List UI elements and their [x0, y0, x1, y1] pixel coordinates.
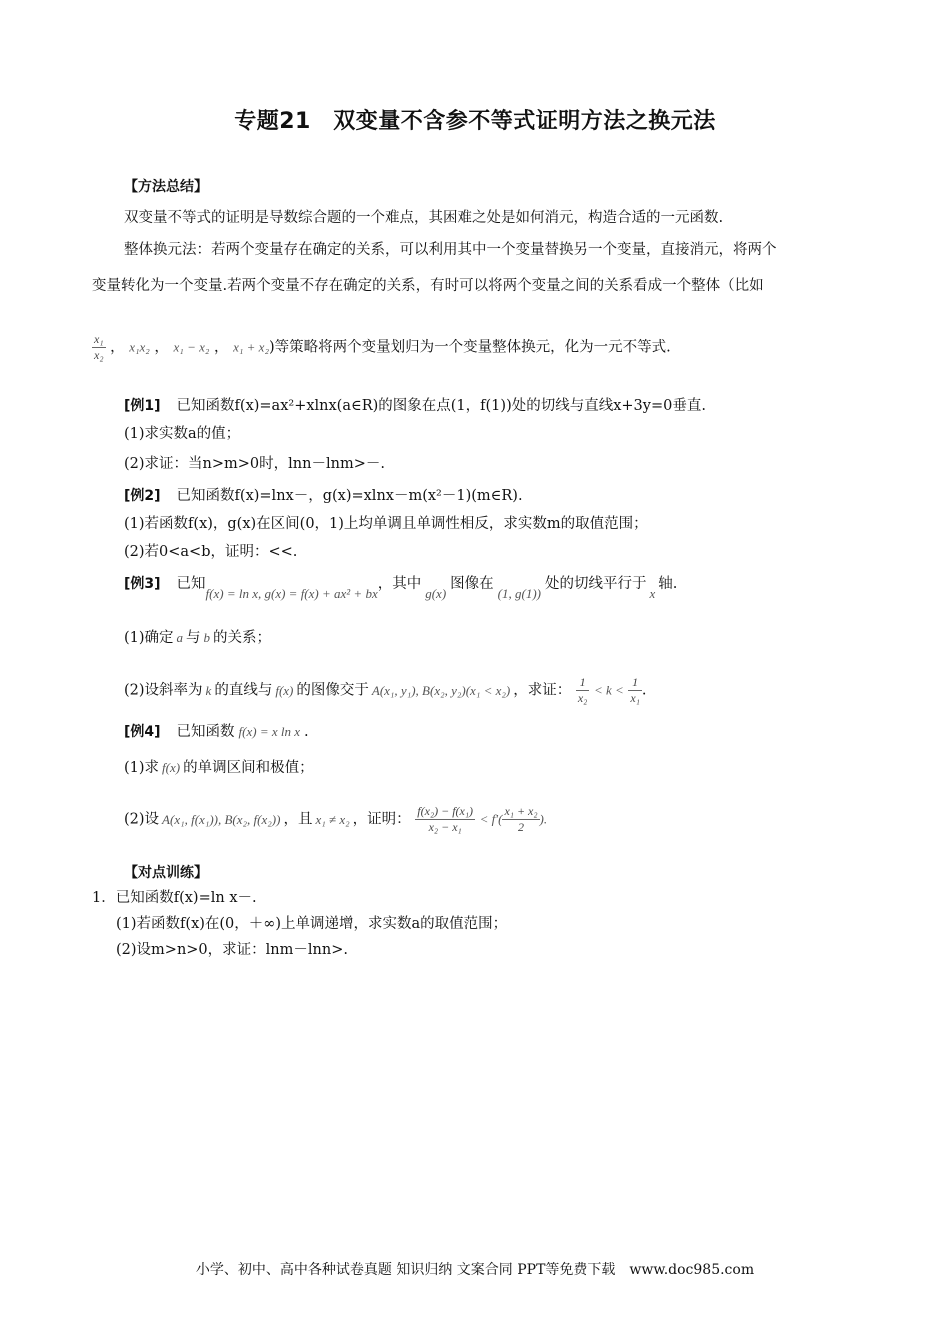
- example-3-question-1: [124, 628, 271, 648]
- fraction-1-over-x1: [628, 675, 642, 706]
- method-paragraph-2b: 变量转化为一个变量.若两个变量不存在确定的关系，有时可以将两个变量之间的关系看成一个整体（比如: [92, 278, 764, 294]
- example-4-q2-text-c: ，证明：: [352, 811, 411, 828]
- example-3-label: [例3]: [124, 576, 161, 592]
- example-4-question-2: [124, 804, 547, 835]
- example-3-q2-end: .: [641, 682, 647, 699]
- example-3-text-1: 已知: [176, 576, 206, 592]
- example-2-stem: [124, 486, 523, 506]
- fraction-denominator: x₂: [94, 348, 104, 362]
- example-4-q2-end: ).: [539, 811, 548, 827]
- example-3-q2-math-points: A(x₁, y₁), B(x₂, y₂)(x₁ < x₂): [371, 682, 511, 698]
- method-paragraph-1: 双变量不等式的证明是导数综合题的一个难点，其困难之处是如何消元，构造合适的一元函数.: [124, 210, 724, 226]
- example-4-q2-math-neq: x₁ ≠ x₂: [315, 811, 350, 827]
- example-3-math-x: x: [649, 586, 656, 601]
- example-3-q2-math-k: k: [205, 682, 212, 698]
- example-1-question-1: (1)求实数a的值；: [124, 426, 241, 442]
- example-1-label: [例1]: [124, 398, 161, 414]
- fraction-numerator: 1: [628, 675, 642, 691]
- example-4-q2-text-a: (2)设: [124, 811, 160, 828]
- example-1-text: 已知函数f(x)=ax²+xlnx(a∈R)的图象在点(1，f(1))处的切线与直线x+3y=0垂直.: [176, 398, 706, 414]
- example-1-question-2: (2)求证：当n>m>0时，lnn－lnm>－.: [124, 456, 385, 472]
- example-4-text-2: .: [304, 724, 309, 740]
- practice-1-question-1: (1)若函数f(x)在(0，＋∞)上单调递增，求实数a的取值范围；: [116, 916, 508, 932]
- example-3-q1-text-c: 的关系；: [213, 630, 272, 646]
- method-paragraph-2a: 整体换元法：若两个变量存在确定的关系，可以利用其中一个变量替换另一个变量，直接消元，将两个: [124, 242, 777, 258]
- example-3-math-f-g: f(x) = ln x, g(x) = f(x) + ax² + bx: [205, 586, 378, 601]
- example-3-text-4: 处的切线平行于: [544, 576, 647, 592]
- fraction-numerator: x₁ + x₂: [504, 804, 538, 818]
- fraction-x1-over-x2: [92, 332, 106, 363]
- practice-heading: 【对点训练】: [124, 865, 208, 881]
- example-3-q2-math-f: f(x): [275, 682, 294, 698]
- example-4-q1-math-f: f(x): [162, 760, 181, 775]
- example-1-stem: [124, 396, 706, 416]
- example-3-text-2: ，其中: [377, 576, 422, 592]
- example-3-text-3: 图像在: [450, 576, 494, 592]
- example-3-q1-math-b: b: [203, 630, 211, 645]
- math-product: x₁x₂: [129, 339, 150, 355]
- example-3-q1-math-a: a: [176, 630, 184, 645]
- fraction-numerator: f(x₂) − f(x₁): [417, 804, 474, 818]
- fraction-denominator: x₂: [577, 691, 588, 705]
- example-3-q2-text-a: (2)设斜率为: [124, 682, 203, 699]
- separator: ，: [214, 339, 229, 356]
- example-4-q2-inequality: < f′(: [479, 811, 503, 827]
- example-3-q2-text-d: ，求证：: [513, 682, 572, 699]
- example-4-stem: [124, 722, 309, 742]
- separator: ，: [110, 339, 125, 356]
- example-3-q1-text-a: (1)确定: [124, 630, 174, 646]
- example-3-math-g: g(x): [425, 586, 447, 601]
- example-4-q1-text-a: (1)求: [124, 760, 160, 776]
- example-3-question-2: [124, 675, 647, 706]
- example-2-question-1: (1)若函数f(x)，g(x)在区间(0，1)上均单调且单调性相反，求实数m的取值范围；: [124, 516, 648, 532]
- example-2-text: 已知函数f(x)=lnx－，g(x)=xlnx－m(x²－1)(m∈R).: [176, 488, 523, 504]
- example-4-text-1: 已知函数: [176, 724, 235, 740]
- page-footer: 小学、初中、高中各种试卷真题 知识归纳 文案合同 PPT等免费下载 www.doc985.com: [195, 1262, 755, 1278]
- example-4-q1-text-b: 的单调区间和极值；: [183, 760, 314, 776]
- page-title: 专题21 双变量不含参不等式证明方法之换元法: [234, 109, 716, 134]
- fraction-1-over-x2: [576, 675, 590, 706]
- fraction-numerator: 1: [576, 675, 590, 691]
- method-summary-heading: 【方法总结】: [124, 179, 208, 195]
- example-3-q2-text-c: 的图像交于: [296, 682, 369, 699]
- separator: ，: [154, 339, 169, 356]
- math-difference: x₁ − x₂: [173, 339, 210, 355]
- example-4-q2-math-points: A(x₁, f(x₁)), B(x₂, f(x₂)): [162, 811, 281, 827]
- example-4-q2-text-b: ，且: [283, 811, 313, 828]
- practice-1-stem: 1．已知函数f(x)=ln x－.: [92, 890, 257, 906]
- fraction-midpoint: [502, 804, 539, 835]
- fraction-denominator: x₁: [630, 691, 640, 705]
- fraction-denominator: x₂ − x₁: [428, 820, 462, 834]
- example-3-q1-text-b: 与: [186, 630, 201, 646]
- example-2-label: [例2]: [124, 488, 161, 504]
- example-3-stem: [124, 574, 678, 601]
- method-paragraph-2c: [92, 332, 671, 363]
- example-4-label: [例4]: [124, 724, 161, 740]
- example-3-q2-text-b: 的直线与: [214, 682, 273, 699]
- example-3-q2-inequality: < k <: [593, 682, 624, 698]
- fraction-denominator: 2: [518, 820, 524, 834]
- math-sum: x₁ + x₂: [233, 339, 269, 355]
- method-paragraph-2c-text: )等策略将两个变量划归为一个变量整体换元，化为一元不等式.: [268, 339, 671, 356]
- example-4-math-f: f(x) = x ln x: [238, 724, 301, 739]
- practice-1-question-2: (2)设m>n>0，求证：lnm－lnn>.: [116, 942, 348, 958]
- example-3-math-point: (1, g(1)): [497, 586, 541, 601]
- example-3-text-5: 轴.: [658, 576, 678, 592]
- fraction-numerator: x₁: [94, 332, 104, 346]
- fraction-difference-quotient: [415, 804, 475, 835]
- example-2-question-2: (2)若0<a<b，证明：<<.: [124, 544, 298, 560]
- example-4-question-1: [124, 758, 314, 778]
